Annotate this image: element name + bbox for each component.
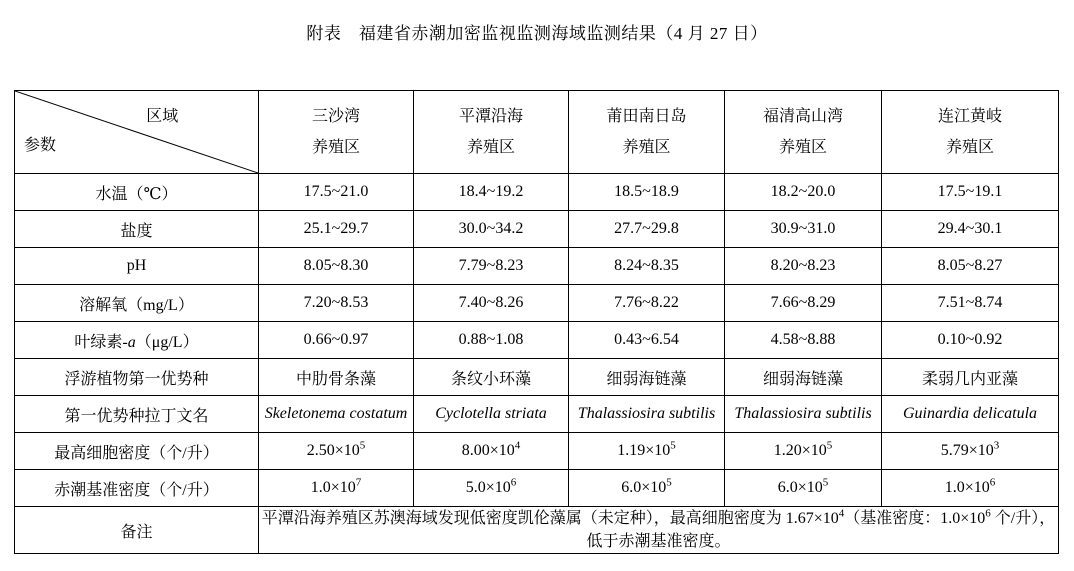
- row-chlorophyll-a: [15, 322, 1059, 359]
- row-label-text: （μg/L）: [135, 333, 199, 351]
- row-dominant-species: [15, 359, 1059, 396]
- data-cell: 0.66~0.97: [259, 322, 414, 359]
- data-cell: 中肋骨条藻: [259, 359, 414, 396]
- sci-exponent: 6: [510, 476, 517, 489]
- corner-region-label: 区域: [146, 108, 179, 125]
- data-cell-sci: [569, 470, 725, 507]
- data-cell: 细弱海链藻: [569, 359, 725, 396]
- row-label-text: 叶绿素-: [74, 333, 128, 351]
- row-label: 赤潮基准密度（个/升）: [15, 470, 259, 507]
- data-cell: 30.0~34.2: [414, 211, 569, 248]
- data-cell: 4.58~8.88: [725, 322, 882, 359]
- sci-exponent: 5: [359, 439, 366, 452]
- data-cell: 27.7~29.8: [569, 211, 725, 248]
- remark-text: 平潭沿海养殖区苏澳海域发现低密度凯伦藻属（未定种），最高细胞密度为 1.67×10: [261, 510, 839, 527]
- sci-base: 1.0×10: [944, 479, 990, 496]
- sci-exponent: 4: [514, 439, 521, 452]
- data-cell: 7.51~8.74: [882, 285, 1059, 322]
- row-latin-name: [15, 396, 1059, 433]
- column-header-line: 养殖区: [466, 139, 515, 156]
- row-ph: [15, 248, 1059, 285]
- data-cell: 8.24~8.35: [569, 248, 725, 285]
- row-water-temperature: [15, 174, 1059, 211]
- row-dissolved-oxygen: [15, 285, 1059, 322]
- remark-text: （基准密度：1.0×10: [844, 510, 986, 527]
- data-cell: 8.05~8.27: [882, 248, 1059, 285]
- column-header-line: 养殖区: [622, 139, 671, 156]
- column-header-line: 养殖区: [778, 139, 827, 156]
- data-cell: 18.5~18.9: [569, 174, 725, 211]
- sci-exponent: 5: [822, 476, 829, 489]
- sci-base: 5.79×10: [940, 442, 994, 459]
- row-baseline-density: [15, 470, 1059, 507]
- remark-label: 备注: [15, 507, 259, 554]
- sci-base: 5.0×10: [465, 479, 511, 496]
- data-cell: 条纹小环藻: [414, 359, 569, 396]
- column-header-putian: [569, 91, 725, 174]
- sci-exponent: 5: [670, 439, 676, 452]
- data-cell: 7.20~8.53: [259, 285, 414, 322]
- row-label: pH: [15, 248, 259, 285]
- data-cell-latin: Thalassiosira subtilis: [725, 396, 882, 433]
- sci-base: 2.50×10: [306, 442, 360, 459]
- row-label-italic-a: a: [127, 333, 136, 351]
- data-cell: 17.5~21.0: [259, 174, 414, 211]
- data-cell-sci: [725, 470, 882, 507]
- column-header-line: 三沙湾: [311, 108, 360, 125]
- data-cell-latin: Skeletonema costatum: [259, 396, 414, 433]
- data-cell: 17.5~19.1: [882, 174, 1059, 211]
- column-header-pingtan: [414, 91, 569, 174]
- monitoring-table: [14, 90, 1059, 554]
- data-cell-sci: [414, 470, 569, 507]
- column-header-sanshawan: [259, 91, 414, 174]
- row-salinity: [15, 211, 1059, 248]
- remark-exponent: 4: [838, 507, 845, 520]
- data-cell: 18.4~19.2: [414, 174, 569, 211]
- sci-base: 8.00×10: [461, 442, 515, 459]
- corner-cell: [15, 91, 259, 174]
- data-cell: 0.43~6.54: [569, 322, 725, 359]
- row-label: 水温（℃）: [15, 174, 259, 211]
- row-label: 溶解氧（mg/L）: [15, 285, 259, 322]
- data-cell-sci: [414, 433, 569, 470]
- data-cell-sci: [882, 470, 1059, 507]
- data-cell-sci: [725, 433, 882, 470]
- data-cell: 7.40~8.26: [414, 285, 569, 322]
- sci-exponent: 6: [989, 476, 996, 489]
- column-header-line: 养殖区: [311, 139, 360, 156]
- data-cell-sci: [259, 470, 414, 507]
- data-cell: 柔弱几内亚藻: [882, 359, 1059, 396]
- data-cell: 8.20~8.23: [725, 248, 882, 285]
- sci-base: 1.0×10: [310, 479, 356, 496]
- data-cell: 18.2~20.0: [725, 174, 882, 211]
- column-header-lianjiang: [882, 91, 1059, 174]
- remark-exponent: 6: [985, 507, 991, 520]
- data-cell: 细弱海链藻: [725, 359, 882, 396]
- header-row: [15, 91, 1059, 174]
- data-cell-sci: [569, 433, 725, 470]
- column-header-line: 平潭沿海: [458, 108, 523, 125]
- column-header-fuqing: [725, 91, 882, 174]
- page-title: 附表 福建省赤潮加密监视监测海域监测结果（4 月 27 日）: [306, 24, 768, 43]
- row-label: [15, 322, 259, 359]
- sci-base: 6.0×10: [621, 479, 667, 496]
- sci-exponent: 5: [666, 476, 672, 489]
- column-header-line: 连江黄岐: [937, 108, 1002, 125]
- data-cell: 29.4~30.1: [882, 211, 1059, 248]
- data-cell-latin: Guinardia delicatula: [882, 396, 1059, 433]
- remark-text: 个/升），低于赤潮基准密度。: [586, 510, 1056, 550]
- data-cell: 25.1~29.7: [259, 211, 414, 248]
- column-header-line: 养殖区: [945, 139, 994, 156]
- data-cell-latin: Thalassiosira subtilis: [569, 396, 725, 433]
- remark-text-cell: [259, 507, 1059, 554]
- row-label: 盐度: [15, 211, 259, 248]
- row-label: 第一优势种拉丁文名: [15, 396, 259, 433]
- data-cell: 0.10~0.92: [882, 322, 1059, 359]
- row-max-cell-density: [15, 433, 1059, 470]
- sci-exponent: 3: [993, 439, 1000, 452]
- sci-base: 1.19×10: [617, 442, 671, 459]
- sci-exponent: 5: [826, 439, 833, 452]
- column-header-line: 福清高山湾: [762, 108, 843, 125]
- data-cell: 30.9~31.0: [725, 211, 882, 248]
- row-label: 最高细胞密度（个/升）: [15, 433, 259, 470]
- data-cell: 0.88~1.08: [414, 322, 569, 359]
- data-cell-sci: [882, 433, 1059, 470]
- data-cell: 7.79~8.23: [414, 248, 569, 285]
- data-cell-sci: [259, 433, 414, 470]
- corner-param-label: 参数: [24, 137, 57, 154]
- data-cell: 8.05~8.30: [259, 248, 414, 285]
- row-remark: [15, 507, 1059, 554]
- data-cell: 7.66~8.29: [725, 285, 882, 322]
- sci-base: 1.20×10: [773, 442, 827, 459]
- column-header-line: 莆田南日岛: [606, 108, 687, 125]
- sci-base: 6.0×10: [777, 479, 823, 496]
- sci-exponent: 7: [355, 476, 362, 489]
- data-cell: 7.76~8.22: [569, 285, 725, 322]
- data-cell-latin: Cyclotella striata: [414, 396, 569, 433]
- row-label: 浮游植物第一优势种: [15, 359, 259, 396]
